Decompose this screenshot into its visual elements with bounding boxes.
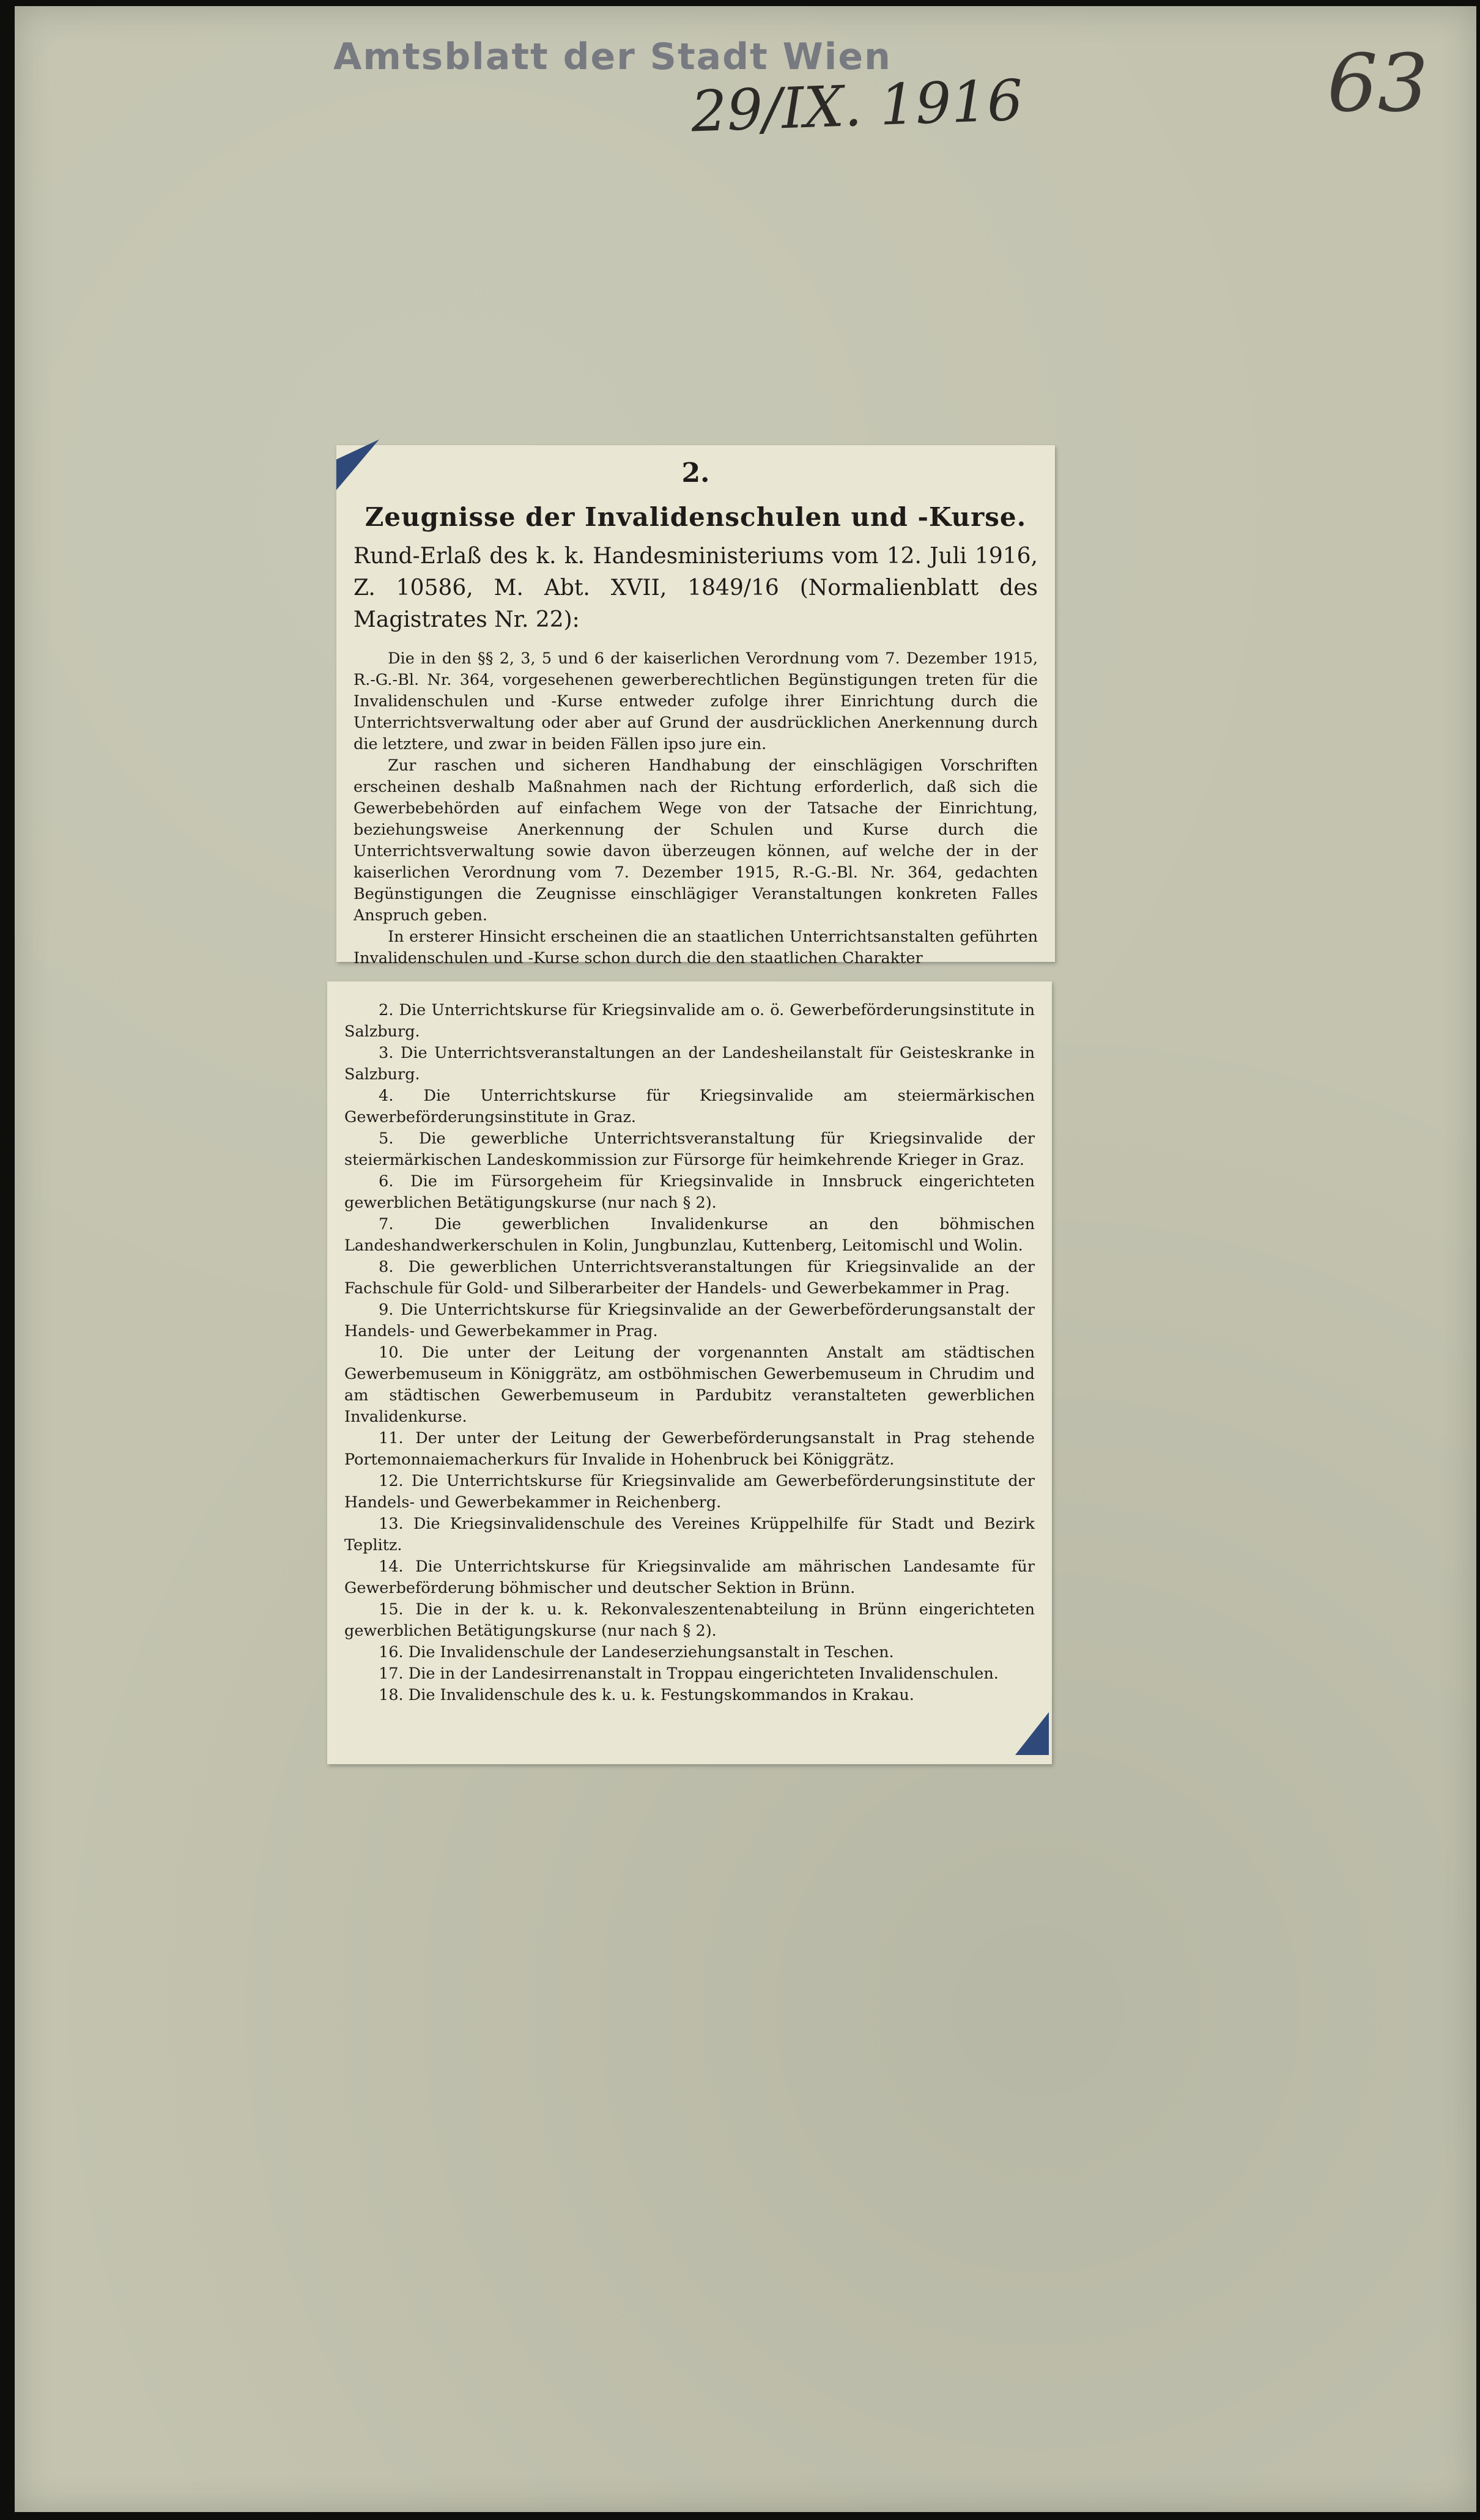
- list-item: 12. Die Unterrichtskurse für Kriegsinvalide am Gewerbeförderungsinstitute der Handels- und Gewerbekammer in Reichenberg.: [344, 1472, 1035, 1512]
- clipping-top: [336, 445, 1055, 967]
- list-item: 3. Die Unterrichtsveranstaltungen an der Landesheilanstalt für Geisteskranke in Salzburg.: [344, 1044, 1035, 1084]
- list-item: 2. Die Unterrichtskurse für Kriegsinvalide am o. ö. Gewerbeförderungsinstitute in Salzburg.: [344, 1001, 1035, 1041]
- handwritten-date: 29/IX. 1916: [690, 67, 1024, 145]
- paragraph: Zur raschen und sicheren Handhabung der einschlägigen Vorschriften erscheinen deshalb Maßnahmen nach der Richtung erforderlich, daß sich die Gewerbebehörden auf einfachem Wege von der Tatsache der Einrichtung, beziehungsweise Anerkennung der Schulen und Kurse durch die Unterrichtsverwaltung sowie davon überzeugen können, auf welche der in der kaiserlichen Verordnung vom 7. Dezember 1915, R.-G.-Bl. Nr. 364, gedachten Begünstigungen die Zeugnisse einschlägiger Veranstaltungen konkreten Falles Anspruch geben.: [353, 756, 1038, 925]
- list-item: 10. Die unter der Leitung der vorgenannten Anstalt am städtischen Gewerbemuseum in Königgrätz, am ostböhmischen Gewerbemuseum in Chrudim und am städtischen Gewerbemuseum in Pardubitz veranstalteten gewerblichen Invalidenkurse.: [344, 1343, 1035, 1426]
- handwritten-page-number: 63: [1327, 37, 1429, 130]
- corner-tape-bottom-right: [1015, 1712, 1049, 1755]
- list-item: 11. Der unter der Leitung der Gewerbeförderungsanstalt in Prag stehende Portemonnaiemacherkurs für Invalide in Hohenbruck bei Königgrätz.: [344, 1429, 1035, 1469]
- list-item: 13. Die Kriegsinvalidenschule des Vereines Krüppelhilfe für Stadt und Bezirk Teplitz.: [344, 1515, 1035, 1554]
- newspaper-stamp: Amtsblatt der Stadt Wien: [333, 35, 892, 78]
- paragraph: Die in den §§ 2, 3, 5 und 6 der kaiserlichen Verordnung vom 7. Dezember 1915, R.-G.-Bl. Nr. 364, vorgesehenen gewerberechtlichen Begünstigungen treten für die Invalidenschulen und -Kurse entweder zufolge ihrer Einrichtung durch die Unterrichtsverwaltung oder aber auf Grund der ausdrücklichen Anerkennung durch die letztere, und zwar in beiden Fällen ipso jure ein.: [353, 649, 1038, 753]
- decree-lead: Rund-Erlaß des k. k. Handesministeriums vom 12. Juli 1916, Z. 10586, M. Abt. XVII, 1849/16 (Normalienblatt des Magistrates Nr. 22):: [353, 544, 1038, 632]
- list-item: 14. Die Unterrichtskurse für Kriegsinvalide am mährischen Landesamte für Gewerbeförderung böhmischer und deutscher Sektion in Brünn.: [344, 1557, 1035, 1597]
- list-item: 15. Die in der k. u. k. Rekonvaleszentenabteilung in Brünn eingerichteten gewerblichen Betätigungskurse (nur nach § 2).: [344, 1600, 1035, 1640]
- clipping-list: [327, 981, 1052, 1764]
- list-item: 8. Die gewerblichen Unterrichtsveranstaltungen für Kriegsinvalide an der Fachschule für Gold- und Silberarbeiter der Handels- und Gewerbekammer in Prag.: [344, 1258, 1035, 1298]
- list-item: 7. Die gewerblichen Invalidenkurse an den böhmischen Landeshandwerkerschulen in Kolin, Jungbunzlau, Kuttenberg, Leitomischl und Wolin.: [344, 1215, 1035, 1255]
- paragraph: In ersterer Hinsicht erscheinen die an staatlichen Unterrichtsanstalten geführten Invalidenschulen und -Kurse schon durch die den staatlichen Charakter: [353, 928, 1038, 967]
- list-item: 5. Die gewerbliche Unterrichtsveranstaltung für Kriegsinvalide der steiermärkischen Landeskommission zur Fürsorge für heimkehrende Krieger in Graz.: [344, 1129, 1035, 1169]
- list-item: 16. Die Invalidenschule der Landeserziehungsanstalt in Teschen.: [379, 1643, 894, 1661]
- section-title: Zeugnisse der Invalidenschulen und -Kurse.: [364, 502, 1027, 532]
- list-item: 4. Die Unterrichtskurse für Kriegsinvalide am steiermärkischen Gewerbeförderungsinstitute in Graz.: [344, 1087, 1035, 1126]
- section-number: 2.: [681, 457, 710, 489]
- list-item: 9. Die Unterrichtskurse für Kriegsinvalide an der Gewerbeförderungsanstalt der Handels- und Gewerbekammer in Prag.: [344, 1301, 1035, 1340]
- list-item: 6. Die im Fürsorgeheim für Kriegsinvalide in Innsbruck eingerichteten gewerblichen Betätigungskurse (nur nach § 2).: [344, 1172, 1035, 1212]
- list-item: 17. Die in der Landesirrenanstalt in Troppau eingerichteten Invalidenschulen.: [379, 1665, 999, 1683]
- list-item: 18. Die Invalidenschule des k. u. k. Festungskommandos in Krakau.: [379, 1686, 914, 1704]
